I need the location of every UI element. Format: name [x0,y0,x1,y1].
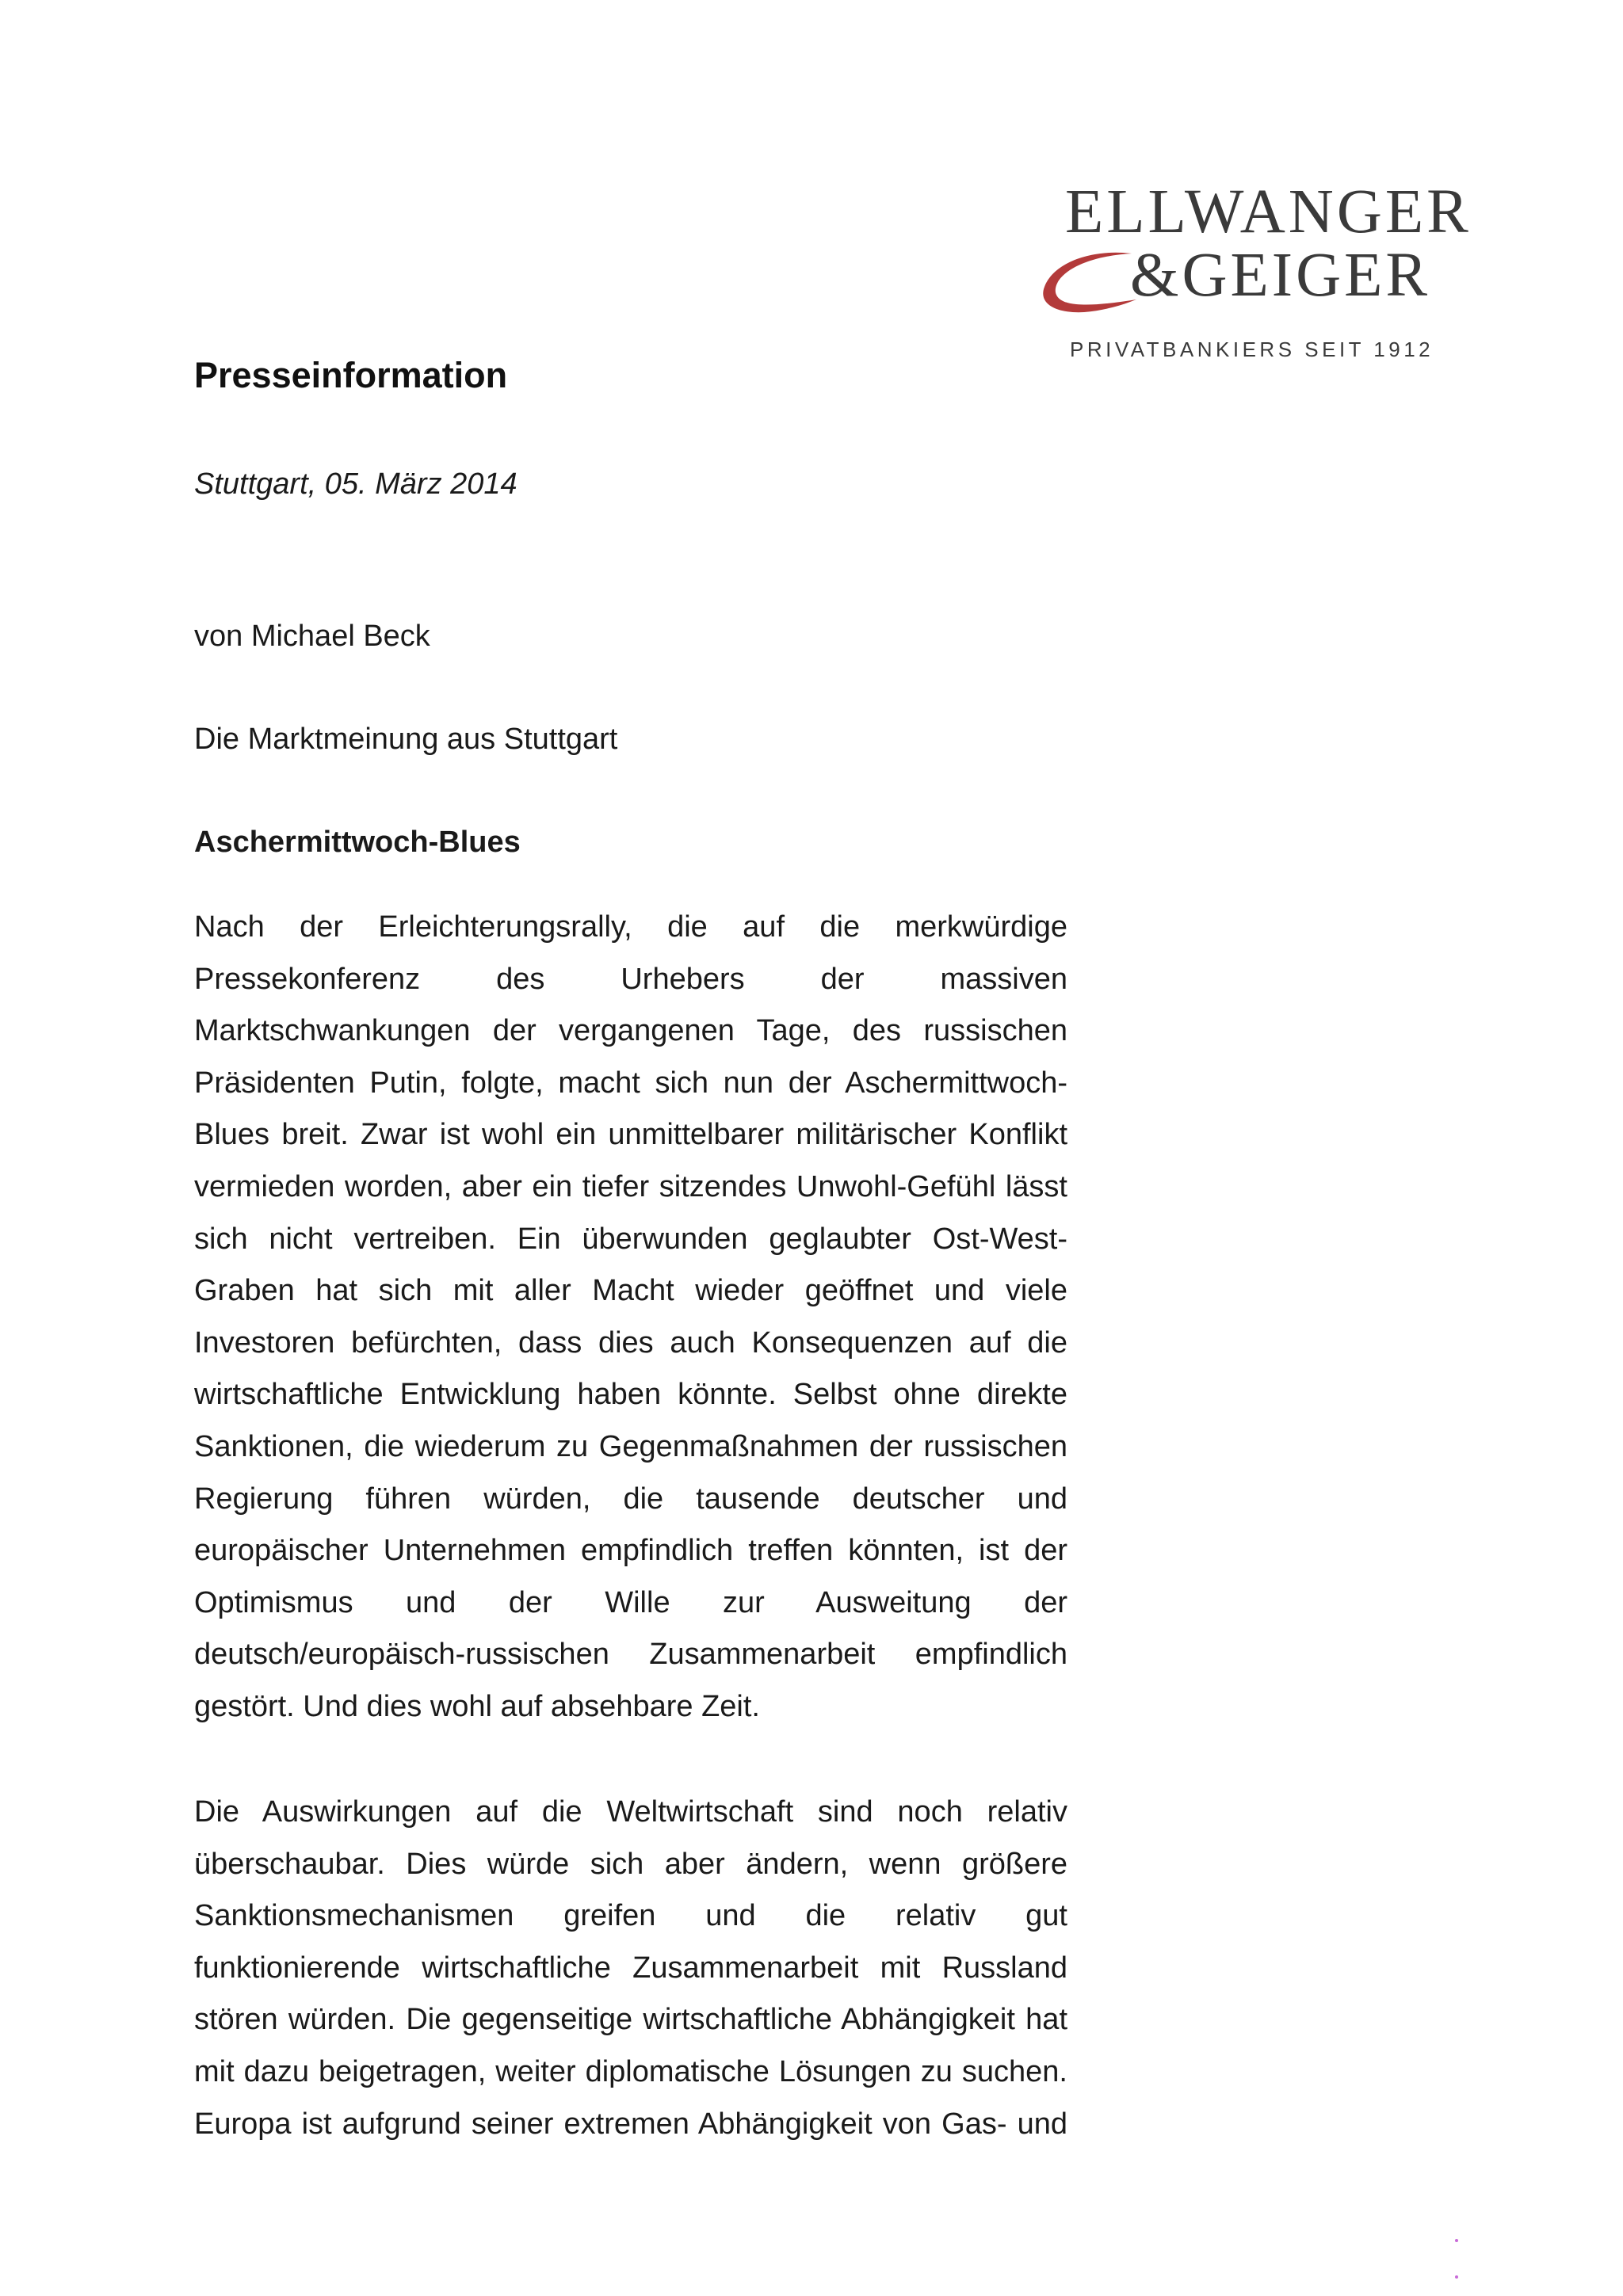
swoosh-icon [1038,247,1141,317]
text-line: deutsch/europäisch-russischen Zusammenarbeit empfindlich [194,1638,1067,1672]
dateline: Stuttgart, 05. März 2014 [194,467,517,501]
author-line: von Michael Beck [194,620,430,653]
text-line: Regierung führen würden, die tausende deutscher und [194,1482,1067,1516]
text-line: Investoren befürchten, dass dies auch Konsequenzen auf die [194,1325,1067,1360]
text-line: gestört. Und dies wohl auf absehbare Zeit. [194,1689,760,1723]
body-paragraph-2 [194,1787,1067,2150]
text-line: Blues breit. Zwar ist wohl ein unmittelbarer militärischer Konflikt [194,1118,1067,1152]
text-line: Sanktionen, die wiederum zu Gegenmaßnahmen der russischen [194,1429,1067,1463]
text-line: europäischer Unternehmen empfindlich treffen könnten, ist der [194,1534,1067,1568]
text-line: überschaubar. Dies würde sich aber ändern, wenn größere [194,1847,1067,1881]
text-line: sich nicht vertreiben. Ein überwunden geglaubter Ost-West- [194,1222,1067,1256]
text-line: funktionierende wirtschaftliche Zusammenarbeit mit Russland [194,1951,1067,1985]
text-line: Präsidenten Putin, folgte, macht sich nun der Aschermittwoch- [194,1066,1067,1100]
text-line: Optimismus und der Wille zur Ausweitung der [194,1585,1067,1619]
series-title: Die Marktmeinung aus Stuttgart [194,723,618,756]
text-line: vermieden worden, aber ein tiefer sitzendes Unwohl-Gefühl lässt [194,1169,1067,1203]
page-title: Presseinformation [194,355,508,395]
text-line: Sanktionsmechanismen greifen und die relativ gut [194,1899,1067,1933]
text-line: Marktschwankungen der vergangenen Tage, des russischen [194,1014,1067,1048]
company-logo [1038,177,1472,368]
article-headline: Aschermittwoch-Blues [194,826,521,859]
text-line: Die Auswirkungen auf die Weltwirtschaft sind noch relativ [194,1795,1067,1829]
text-line: Europa ist aufgrund seiner extremen Abhängigkeit von Gas- und [194,2107,1067,2141]
text-line: Graben hat sich mit aller Macht wieder geöffnet und viele [194,1274,1067,1308]
logo-wordmark-line2: &GEIGER [1130,241,1431,310]
logo-tagline: PRIVATBANKIERS SEIT 1912 [1070,338,1434,361]
corner-dots-decoration [1455,2239,1460,2286]
logo-wordmark-line1: ELLWANGER [1065,177,1472,246]
text-line: stören würden. Die gegenseitige wirtschaftliche Abhängigkeit hat [194,2003,1067,2037]
text-line: wirtschaftliche Entwicklung haben könnte. Selbst ohne direkte [194,1378,1067,1412]
text-line: Pressekonferenz des Urhebers der massiven [194,962,1067,996]
body-paragraph-1 [194,902,1067,1733]
text-line: mit dazu beigetragen, weiter diplomatische Lösungen zu suchen. [194,2054,1067,2088]
text-line: Nach der Erleichterungsrally, die auf die merkwürdige [194,910,1067,944]
